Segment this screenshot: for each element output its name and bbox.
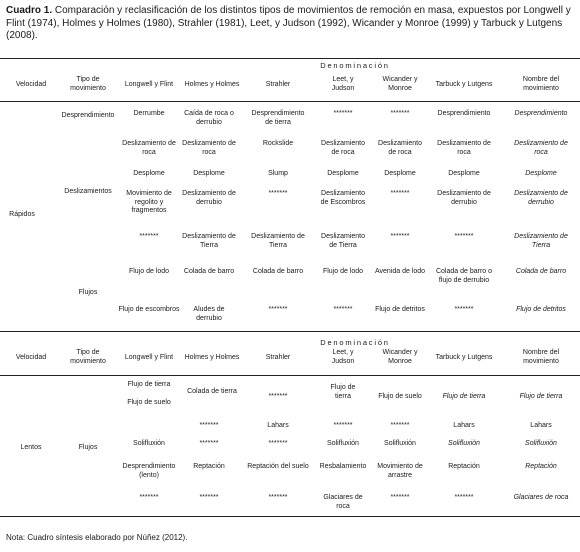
holmes-header: Holmes y Holmes (184, 354, 240, 361)
table-cell: Reptación del suelo (247, 463, 309, 470)
table-cell: ******* (199, 440, 219, 447)
nombre-header: Nombre del movimiento (522, 76, 560, 92)
tipo-header: Tipo de movimiento (70, 76, 106, 92)
table-cell: Flujo de suelo (378, 393, 422, 400)
table-cell: ******* (268, 494, 288, 501)
table-cell: Resbalamiento (319, 463, 367, 470)
table-cell: Flujo de suelo (127, 399, 171, 406)
tipo-movimiento: Flujos (78, 289, 98, 296)
table-cell: Desplome (133, 170, 165, 177)
longwell-header: Longwell y Flint (124, 81, 174, 88)
table-cell: Reptación (525, 463, 557, 470)
table-cell: ******* (268, 393, 288, 400)
velocidad-rapidos: Rápidos (9, 211, 35, 218)
table-cell: Avenida de lodo (374, 268, 426, 275)
longwell-header: Longwell y Flint (124, 354, 174, 361)
strahler-header: Strahler (265, 81, 291, 88)
tipo-header: Tipo de movimiento (70, 349, 106, 365)
table-cell: Lahars (530, 422, 552, 429)
table-cell: ******* (333, 422, 353, 429)
table-cell: Lahars (267, 422, 289, 429)
table-cell: Deslizamiento de roca (378, 140, 422, 156)
table-cell: Glaciares de roca (513, 494, 569, 501)
table-cell: Caída de roca o derrubio (184, 110, 234, 126)
table-cell: Deslizamiento de Escombros (320, 190, 366, 206)
table-cell: Flujo de lodo (322, 268, 364, 275)
tipo-flujos: Flujos (78, 444, 98, 451)
table-cell: Colada de tierra (187, 388, 237, 395)
caption-text: Comparación y reclasificación de los distintos tipos de movimientos de remoción en masa, expuestos por Longwell y Flint (1974), Holmes y Holmes (1980), Strahler (1981), Leet, y Judson (1992), Wicander y Monroe (1999) y Tarbuck y Lutgens (2008). (6, 5, 571, 41)
table-cell: Deslizamiento de Tierra (514, 233, 568, 249)
table-note: Nota: Cuadro síntesis elaborado por Núñez (2012). (6, 533, 188, 542)
table-cell: Movimiento de regolito y fragmentos (126, 190, 172, 214)
header-rule-1 (0, 101, 580, 102)
table-cell: Movimiento de arrastre (377, 463, 423, 479)
table-cell: ******* (390, 190, 410, 197)
table-cell: Colada de barro (183, 268, 235, 275)
table-cell: Glaciares de roca (323, 494, 363, 510)
table-cell: Desprendimiento (437, 110, 491, 117)
table-cell: Flujo de tierra (442, 393, 486, 400)
table-cell: Desplome (327, 170, 359, 177)
table-cell: ******* (390, 422, 410, 429)
table-cell: Desplome (525, 170, 557, 177)
table-cell: ******* (390, 110, 410, 117)
leet-header: Leet, y Judson (331, 76, 355, 92)
table-cell: Solifluxión (327, 440, 359, 447)
tarbuck-header: Tarbuck y Lutgens (435, 81, 493, 88)
table-cell: Deslizamiento de roca (437, 140, 491, 156)
wicander-header: Wicander y Monroe (382, 349, 418, 365)
table-cell: Lahars (453, 422, 475, 429)
table-cell: ******* (199, 494, 219, 501)
table-cell: Deslizamiento de roca (514, 140, 568, 156)
table-cell: Deslizamiento de Tierra (321, 233, 365, 249)
table-cell: ******* (390, 233, 410, 240)
denominacion-header: Denominación (320, 61, 390, 70)
velocidad-lentos: Lentos (20, 444, 42, 451)
table-cell: Deslizamiento de roca (122, 140, 176, 156)
table-cell: Desplome (384, 170, 416, 177)
tarbuck-header: Tarbuck y Lutgens (435, 354, 493, 361)
caption-label: Cuadro 1. (6, 5, 53, 16)
table-cell: Desprendimiento de tierra (251, 110, 305, 126)
leet-header: Leet, y Judson (331, 349, 355, 365)
table-cell: Deslizamiento de derrubio (182, 190, 236, 206)
tipo-movimiento: Desprendimiento (61, 112, 115, 119)
table-cell: Aludes de derrubio (193, 306, 225, 322)
table-cell: Flujo de detritos (516, 306, 566, 313)
table-cell: Flujo de escombros (118, 306, 180, 313)
table-cell: ******* (199, 422, 219, 429)
nombre-header: Nombre del movimiento (522, 349, 560, 365)
wicander-header: Wicander y Monroe (382, 76, 418, 92)
denominacion-header: Denominación (320, 338, 390, 347)
table-cell: Colada de barro (252, 268, 304, 275)
table-cell: ******* (268, 306, 288, 313)
table-cell: Desprendimiento (lento) (122, 463, 176, 479)
table-cell: ******* (333, 110, 353, 117)
table-cell: ******* (454, 494, 474, 501)
header-rule-2 (0, 375, 580, 376)
table-cell: ******* (333, 306, 353, 313)
table-cell: Solifluxión (448, 440, 480, 447)
table-cell: Derrumbe (133, 110, 165, 117)
holmes-header: Holmes y Holmes (184, 81, 240, 88)
table-cell: ******* (139, 233, 159, 240)
table-cell: Desplome (448, 170, 480, 177)
table-cell: Flujo de tierra (127, 381, 171, 388)
velocidad-header: Velocidad (15, 354, 47, 361)
table-cell: Deslizamiento de roca (182, 140, 236, 156)
top-rule (0, 58, 580, 59)
table-cell: Desplome (193, 170, 225, 177)
table-caption (6, 5, 574, 43)
table-cell: Deslizamiento de derrubio (437, 190, 491, 206)
table-cell: Solifluxión (525, 440, 557, 447)
table-cell: Colada de barro (515, 268, 567, 275)
table-cell: ******* (268, 190, 288, 197)
table-cell: Flujo de detritos (375, 306, 425, 313)
table-cell: Desprendimiento (514, 110, 568, 117)
table-cell: Deslizamiento de derrubio (514, 190, 568, 206)
table-cell: Solifluxión (384, 440, 416, 447)
table-cell: Colada de barro o flujo de derrubio (435, 268, 493, 284)
tipo-movimiento: Deslizamientos (64, 188, 112, 195)
table-cell: ******* (390, 494, 410, 501)
table-cell: Reptación (193, 463, 225, 470)
table-cell: Reptación (448, 463, 480, 470)
table-cell: Solifluxión (133, 440, 165, 447)
table-cell: Deslizamiento de Tierra (251, 233, 305, 249)
table-cell: Flujo de tierra (519, 393, 563, 400)
table-cell: ******* (268, 440, 288, 447)
table-cell: Slump (268, 170, 288, 177)
bottom-rule (0, 516, 580, 517)
table-cell: Flujo de lodo (128, 268, 170, 275)
table-cell: Rockslide (262, 140, 294, 147)
table-cell: ******* (139, 494, 159, 501)
table-cell: Deslizamiento de Tierra (182, 233, 236, 249)
table-cell: Deslizamiento de roca (321, 140, 365, 156)
table-cell: Flujo de tierra (330, 384, 356, 400)
section-rule (0, 331, 580, 332)
table-cell: ******* (454, 233, 474, 240)
velocidad-header: Velocidad (15, 81, 47, 88)
table-cell: ******* (454, 306, 474, 313)
strahler-header: Strahler (265, 354, 291, 361)
